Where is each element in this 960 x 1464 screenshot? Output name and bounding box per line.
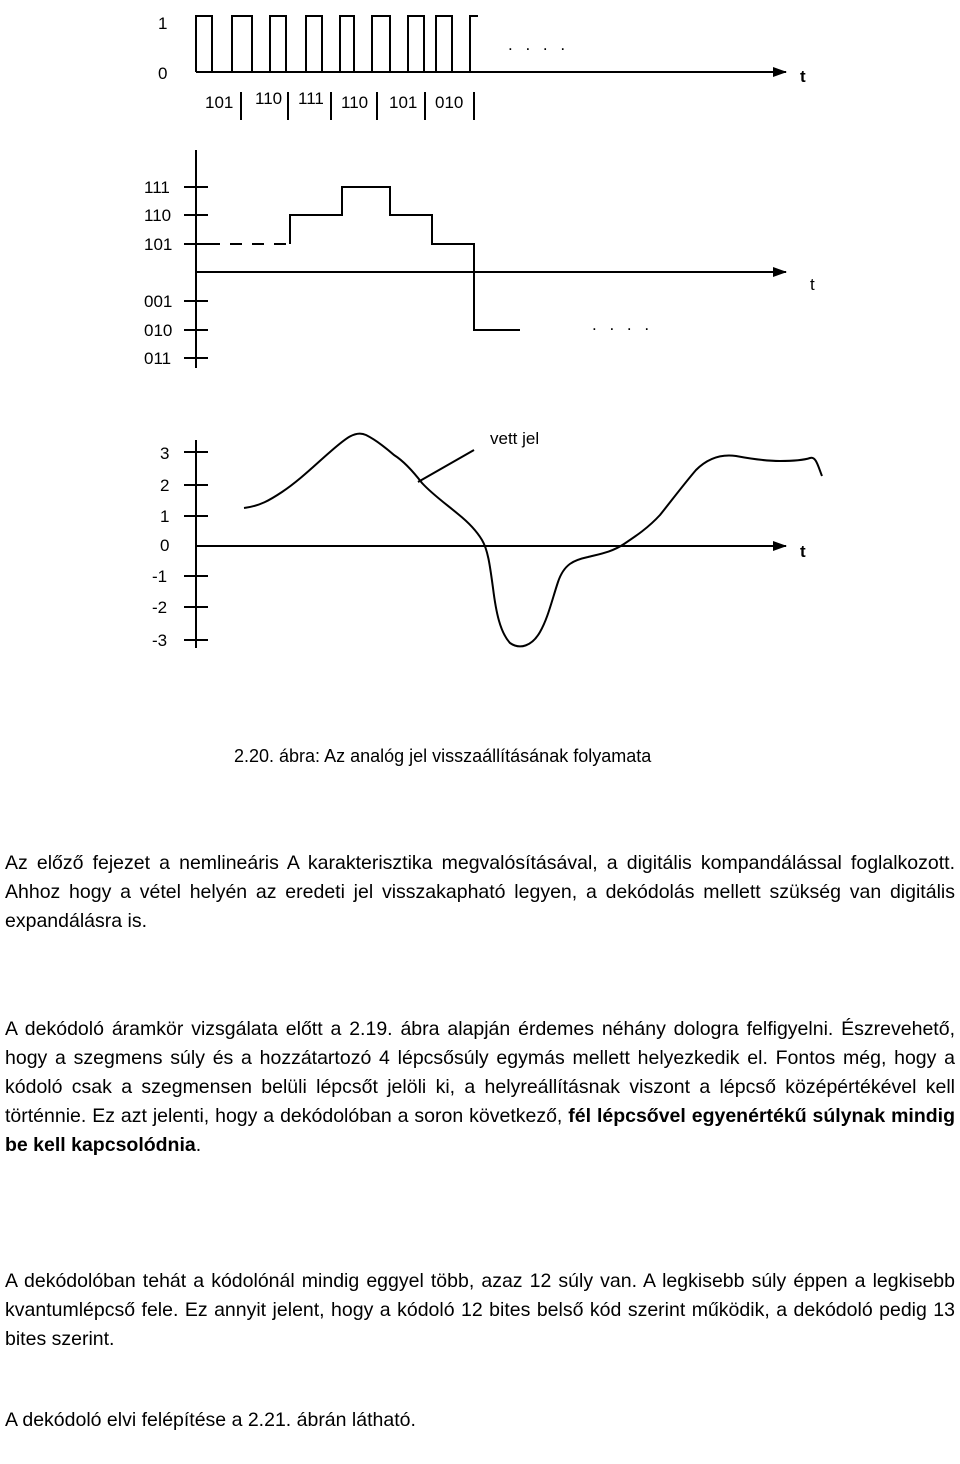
- middle-dots: . . . .: [592, 315, 654, 334]
- code-label: 110: [255, 89, 283, 108]
- bottom-y-label: 0: [160, 536, 170, 555]
- middle-y-label: 111: [144, 178, 170, 197]
- top-panel: [158, 14, 806, 120]
- bottom-y-label: -1: [152, 567, 168, 586]
- middle-axis-label: t: [810, 275, 815, 294]
- bottom-y-label: 2: [160, 476, 170, 495]
- paragraph-3: A dekódolóban tehát a kódolónál mindig eggyel több, azaz 12 súly van. A legkisebb súly éppen a legkisebb kvantumlépcső fele. Ez annyit jelent, hogy a kódoló 12 bites belső kód szerint működik, a dekódoló pedig 13 bites szerint.: [5, 1270, 955, 1350]
- paragraph-4: A dekódoló elvi felépítése a 2.21. ábrán látható.: [5, 1409, 416, 1431]
- code-label: 101: [389, 93, 418, 112]
- bottom-panel: [152, 429, 822, 650]
- paragraph-1: Az előző fejezet a nemlineáris A karakterisztika megvalósításával, a digitális kompandálással foglalkozott. Ahhoz hogy a vétel helyén az eredeti jel visszakapható legyen, a dekódolás mellett szükség van digitális expandálásra is.: [5, 852, 955, 932]
- top-y-label-0: 0: [158, 64, 168, 83]
- middle-y-label: 110: [144, 206, 172, 225]
- bottom-y-label: 1: [160, 507, 170, 526]
- middle-y-label: 101: [144, 235, 173, 254]
- staircase-signal: [290, 187, 520, 330]
- bottom-y-label: -3: [152, 631, 168, 650]
- middle-y-label: 011: [144, 349, 172, 368]
- pulse-train: [196, 16, 478, 72]
- middle-y-label: 001: [144, 292, 173, 311]
- middle-panel: [144, 150, 815, 368]
- bottom-y-label: -2: [152, 598, 168, 617]
- curve-label: vett jel: [490, 429, 540, 448]
- middle-y-label: 010: [144, 321, 173, 340]
- bottom-axis-label: t: [800, 542, 806, 561]
- paragraph-2-text: A dekódoló áramkör vizsgálata előtt a 2.19. ábra alapján érdemes néhány dologra felfigyelni. Észrevehető, hogy a szegmens súly és a hozzátartozó 4 lépcsősúly egymás mellett helyezkedik el. Fontos még, hogy a kódoló csak a szegmensen belüli lépcsőt jelöli ki, a helyreállításnak viszont a lépcső középértékével kell történnie. Ez azt jelenti, hogy a dekódolóban a soron következő,: [5, 1018, 955, 1127]
- code-label: 111: [298, 89, 324, 108]
- top-axis-label: t: [800, 67, 806, 86]
- top-y-label-1: 1: [158, 14, 168, 33]
- paragraph-2-bold: fél lépcsővel egyenértékű súlynak mindig be kell kapcsolódnia: [5, 1105, 955, 1156]
- paragraph-2-end: .: [195, 1134, 202, 1156]
- paragraph-2: [5, 1015, 955, 1160]
- label-leader-line: [418, 450, 474, 482]
- code-label: 110: [341, 93, 369, 112]
- received-signal-curve: [244, 434, 822, 647]
- code-label: 010: [435, 93, 464, 112]
- code-label: 101: [205, 93, 234, 112]
- figure-caption: 2.20. ábra: Az analóg jel visszaállításának folyamata: [234, 746, 652, 766]
- bottom-y-label: 3: [160, 444, 170, 463]
- top-dots: . . . .: [508, 35, 570, 54]
